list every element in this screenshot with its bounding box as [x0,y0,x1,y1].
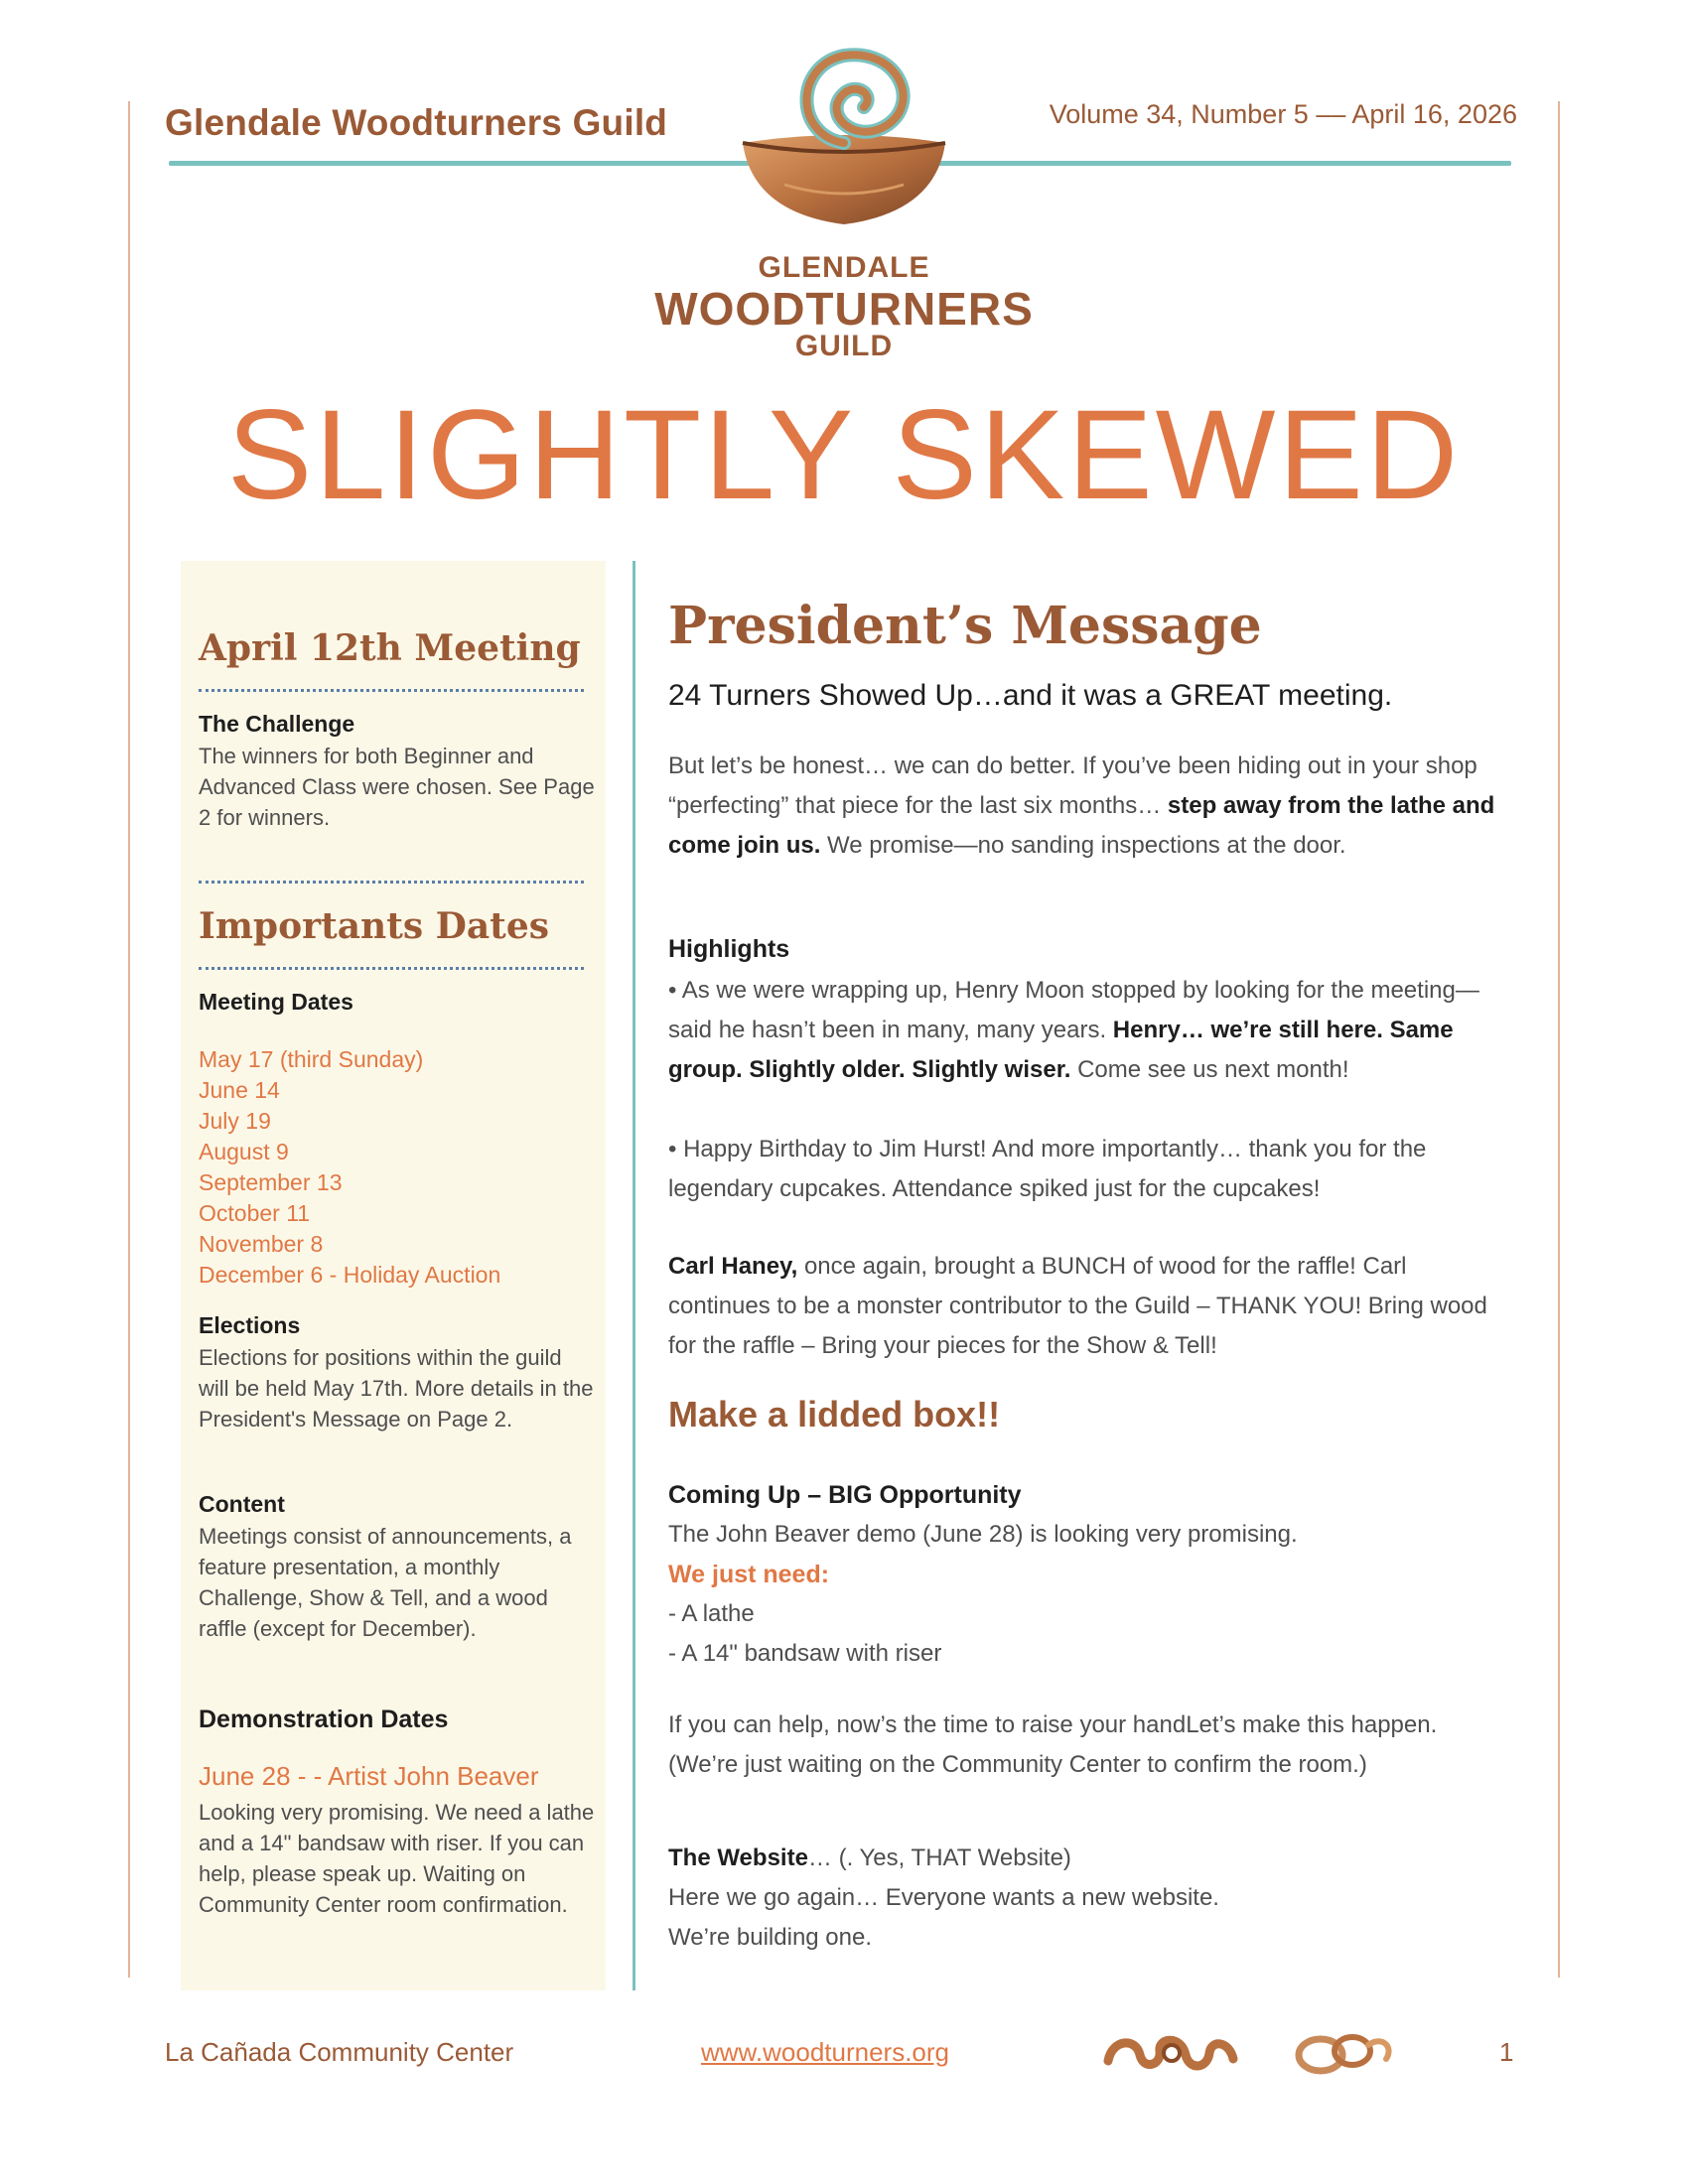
meeting-date: August 9 [199,1139,289,1164]
wood-shavings-icon [1102,2025,1241,2081]
presidents-message-heading: President’s Message [668,596,1262,656]
header-volume: Volume 34, Number 5 –– April 16, 2026 [1049,99,1517,129]
carl-name: Carl Haney, [668,1253,798,1280]
footer-website-link[interactable]: www.woodturners.org [701,2037,949,2067]
meeting-date: October 11 [199,1200,311,1226]
sidebar-dotted-rule-3 [199,967,584,970]
demo-title: Demonstration Dates [199,1706,449,1733]
logo-text-line2: WOODTURNERS [654,283,1034,335]
sidebar-dates-heading: Importants Dates [199,905,549,947]
bowl-logo-icon [725,36,963,234]
sidebar-dotted-rule-1 [199,689,584,692]
help-paragraph: If you can help, now’s the time to raise your handLet’s make this happen. (We’re just waiting on the Community Center to confirm the room.) [668,1711,1438,1778]
column-divider [633,561,635,1990]
meeting-dates-list [199,1044,596,1291]
presidents-message-subheading: 24 Turners Showed Up…and it was a GREAT meeting. [668,679,1393,712]
intro-text: But let’s be honest… we can do better. If you’ve been hiding out in your shop “perfecting” that piece for the last six months… [668,752,1477,819]
need-item: - A 14" bandsaw with riser [668,1640,942,1667]
website-text-2: We’re building one. [668,1924,873,1951]
highlight-text-end: Come see us next month! [1070,1056,1349,1083]
challenge-text: The winners for both Beginner and Advanced Class were chosen. See Page 2 for winners. [199,744,595,830]
need-item: - A lathe [668,1600,755,1627]
header-guild-name: Glendale Woodturners Guild [165,102,668,143]
website-title-line [668,1839,1502,1878]
intro-paragraph [668,747,1502,866]
need-label: We just need: [668,1561,830,1588]
elections-title: Elections [199,1312,301,1338]
intro-text-end: We promise—no sanding inspections at the door. [820,832,1346,859]
highlights-title: Highlights [668,935,790,963]
intro-emphasis: step away from the lathe and come join us. [668,792,1495,859]
masthead-title: SLIGHTLY SKEWED [226,384,1462,526]
coming-up-text: The John Beaver demo (June 28) is looking very promising. [668,1521,1298,1548]
website-title: The Website [668,1844,808,1871]
logo-text-line1: GLENDALE [758,251,930,284]
elections-text: Elections for positions within the guild will be held May 17th. More details in the President's Message on Page 2. [199,1345,594,1432]
content-title: Content [199,1491,285,1517]
website-title-suffix: … (. Yes, THAT Website) [807,1844,1071,1871]
meeting-date: September 13 [199,1169,343,1195]
logo-text-line3: GUILD [794,330,894,362]
highlight-emphasis: Henry… we’re still here. Same group. Slightly older. Slightly wiser. [668,1017,1454,1083]
highlight-item-1 [668,971,1502,1090]
coming-up-title: Coming Up – BIG Opportunity [668,1481,1022,1509]
content-text: Meetings consist of announcements, a feature presentation, a monthly Challenge, Show & Tell, and a wood raffle (except for December). [199,1524,572,1641]
meeting-date: May 17 (third Sunday) [199,1046,424,1072]
demo-text: Looking very promising. We need a lathe and a 14" bandsaw with riser. If you can help, please speak up. Waiting on Community Center room confirmation. [199,1800,595,1917]
footer-venue: La Cañada Community Center [165,2037,514,2067]
meeting-date: June 14 [199,1077,280,1103]
meeting-date: November 8 [199,1231,324,1257]
lidded-box-heading: Make a lidded box!! [668,1394,1001,1434]
need-list [668,1594,1502,1674]
wood-curls-icon [1291,2025,1400,2081]
carl-paragraph [668,1247,1502,1366]
meeting-date: December 6 - Holiday Auction [199,1262,501,1288]
highlight-item-2: • Happy Birthday to Jim Hurst! And more importantly… thank you for the legendary cupcakes. Attendance spiked just for the cupcakes! [668,1136,1427,1202]
meeting-date: July 19 [199,1108,271,1134]
highlight-text: • As we were wrapping up, Henry Moon stopped by looking for the meeting—said he hasn’t been in many, many years. [668,977,1479,1043]
website-text-1: Here we go again… Everyone wants a new website. [668,1884,1219,1911]
carl-text: once again, brought a BUNCH of wood for the raffle! Carl continues to be a monster contributor to the Guild – THANK YOU! Bring wood for the raffle – Bring your pieces for the Show & Tell! [668,1253,1487,1359]
demo-date: June 28 - - Artist John Beaver [199,1761,539,1791]
footer-page-number: 1 [1499,2037,1514,2067]
challenge-title: The Challenge [199,711,355,737]
sidebar-dotted-rule-2 [199,881,584,884]
meeting-dates-title: Meeting Dates [199,989,353,1015]
sidebar-meeting-heading: April 12th Meeting [199,627,581,669]
